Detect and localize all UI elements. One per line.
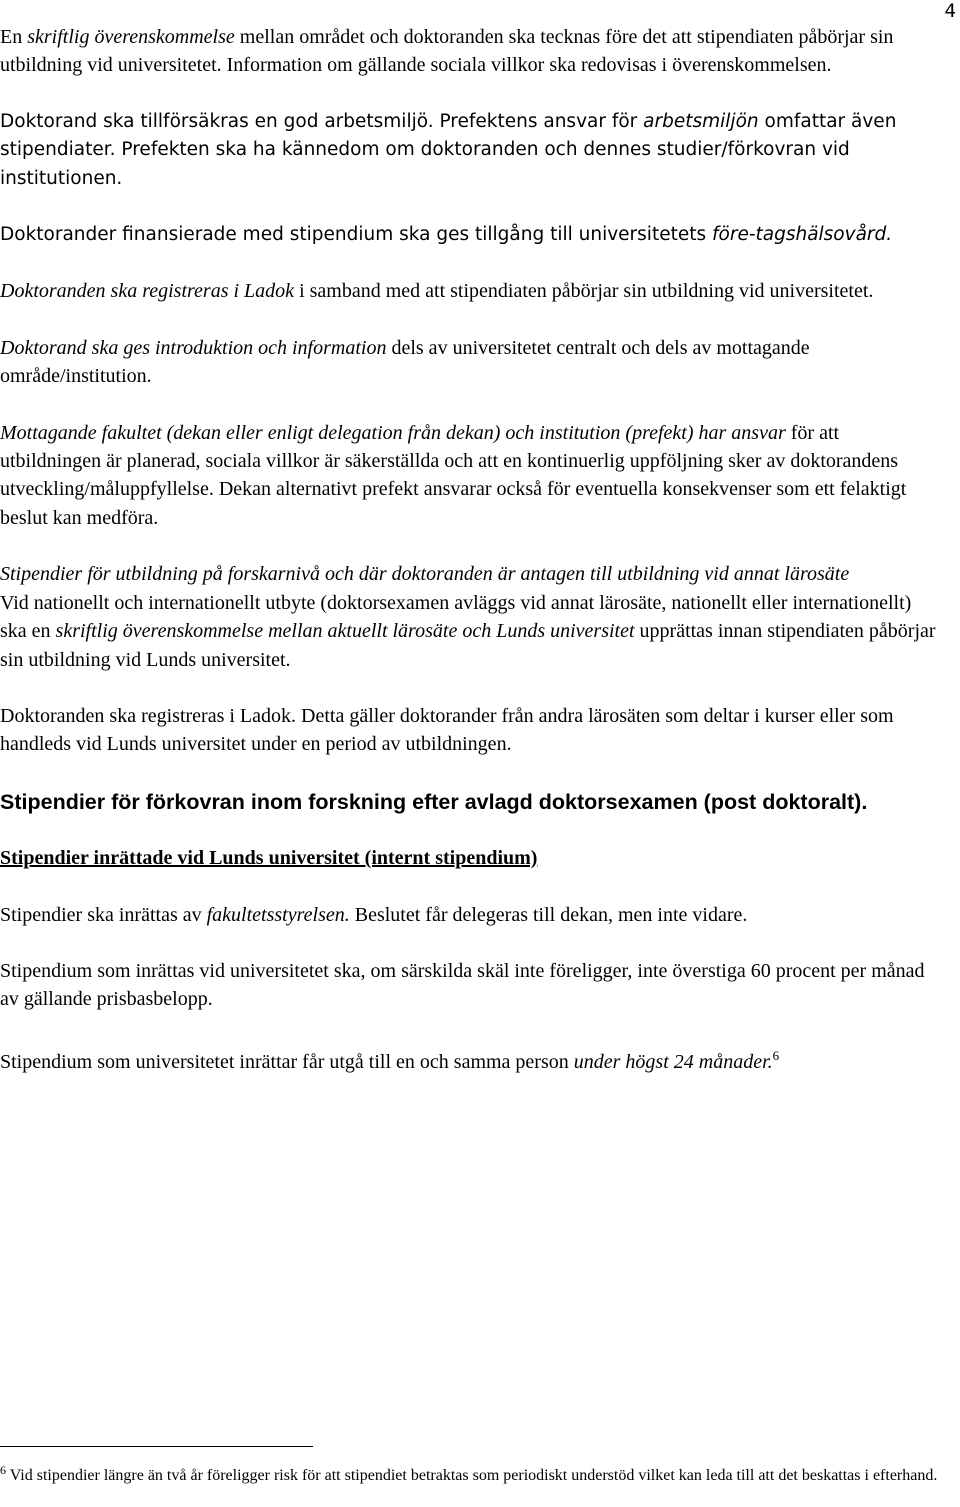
text: för att utbildningen är planerad, sociala villkor är säkerställda och att en kontinuerlig uppföljning sker av doktorandens utveckling/måluppfyllelse. Dekan alternativt prefekt ansvarar också för eventuella konsekvenser som ett felaktigt beslut kan medföra. xyxy=(0,421,907,529)
text: i samband med att stipendiaten påbörjar sin utbildning vid universitetet. xyxy=(294,280,874,303)
italic-subheading: Stipendier för utbildning på forskarnivå och där doktoranden är antagen till utbildning vid annat lärosäte xyxy=(0,563,850,586)
section-heading-postdoc: Stipendier för förkovran inom forskning efter avlagd doktorsexamen (post doktoralt). xyxy=(0,789,868,814)
page-number: 4 xyxy=(944,0,956,22)
footnote-text: Vid stipendier längre än två år föreligger risk för att stipendiet betraktas som periodiskt understöd vilket kan leda till att det beskattas i efterhand. xyxy=(6,1467,938,1484)
italic-text: skriftlig överenskommelse xyxy=(27,26,235,48)
footnote-reference[interactable]: 6 xyxy=(772,1047,780,1063)
italic-text: under högst 24 månader. xyxy=(573,1050,773,1073)
paragraph-introduction xyxy=(0,334,940,391)
footnote-divider xyxy=(0,1446,313,1447)
italic-text: Doktorand ska ges introduktion och information xyxy=(0,336,387,359)
paragraph-responsibility xyxy=(0,419,940,533)
paragraph-registration: Doktoranden ska registreras i Ladok. Detta gäller doktorander från andra lärosäten som deltar i kurser eller som handleds vid Lunds universitet under en period av utbildningen. xyxy=(0,704,894,756)
paragraph-work-environment xyxy=(0,108,940,193)
text: Stipendium som universitetet inrättar får utgå till en och samma person xyxy=(0,1050,574,1073)
paragraph-establishment xyxy=(0,901,940,929)
italic-text: Mottagande fakultet (dekan eller enligt delegation från dekan) och institution (prefekt) har ansvar xyxy=(0,421,786,444)
text: Doktorand ska tillförsäkras en god arbetsmiljö. Prefektens ansvar för xyxy=(0,110,644,132)
footnote xyxy=(0,1458,940,1488)
document-body xyxy=(0,23,940,1076)
text: Doktorander finansierade med stipendium ska ges tillgång till universitetets xyxy=(0,224,712,246)
footnote-mark: 6 xyxy=(0,1463,6,1477)
text: En xyxy=(0,26,28,48)
text: Vid nationellt och internationellt utbyte (doktorsexamen avläggs vid annat lärosäte, nationellt eller internationellt) ska en xyxy=(0,591,912,643)
italic-text: fakultetsstyrelsen. xyxy=(206,903,350,926)
text: upprättas innan stipendiaten påbörjar sin utbildning vid Lunds universitet. xyxy=(0,620,936,671)
italic-text: Doktoranden ska registreras i Ladok xyxy=(0,280,295,303)
paragraph-agreement xyxy=(0,23,940,80)
paragraph-amount: Stipendium som inrättas vid universitetet ska, om särskilda skäl inte föreligger, inte överstiga 60 procent per månad av gällande prisbasbelopp. xyxy=(0,959,925,1011)
italic-text: skriftlig överenskommelse mellan aktuellt lärosäte och Lunds universitet xyxy=(55,620,635,643)
text: Stipendier ska inrättas av xyxy=(0,903,207,926)
text: Beslutet får delegeras till dekan, men inte vidare. xyxy=(349,903,748,926)
italic-text: före-tagshälsovård. xyxy=(712,224,893,246)
paragraph-duration xyxy=(0,1042,940,1076)
paragraph-occupational-health xyxy=(0,221,940,249)
paragraph-ladok xyxy=(0,277,940,305)
text: omfattar även stipendiater. Prefekten ska ha kännedom om doktoranden och dennes studier/förkovran vid institutionen. xyxy=(0,110,897,189)
italic-text: arbetsmiljön xyxy=(643,110,759,132)
subheading-internal-scholarship: Stipendier inrättade vid Lunds universitet (internt stipendium) xyxy=(0,847,538,870)
paragraph-other-institution xyxy=(0,560,940,674)
text: mellan området och doktoranden ska tecknas före det att stipendiaten påbörjar sin utbildning vid universitetet. Information om gällande sociala villkor ska redovisas i överenskommelsen. xyxy=(0,26,894,77)
text: dels av universitetet centralt och dels av mottagande område/institution. xyxy=(0,336,810,388)
